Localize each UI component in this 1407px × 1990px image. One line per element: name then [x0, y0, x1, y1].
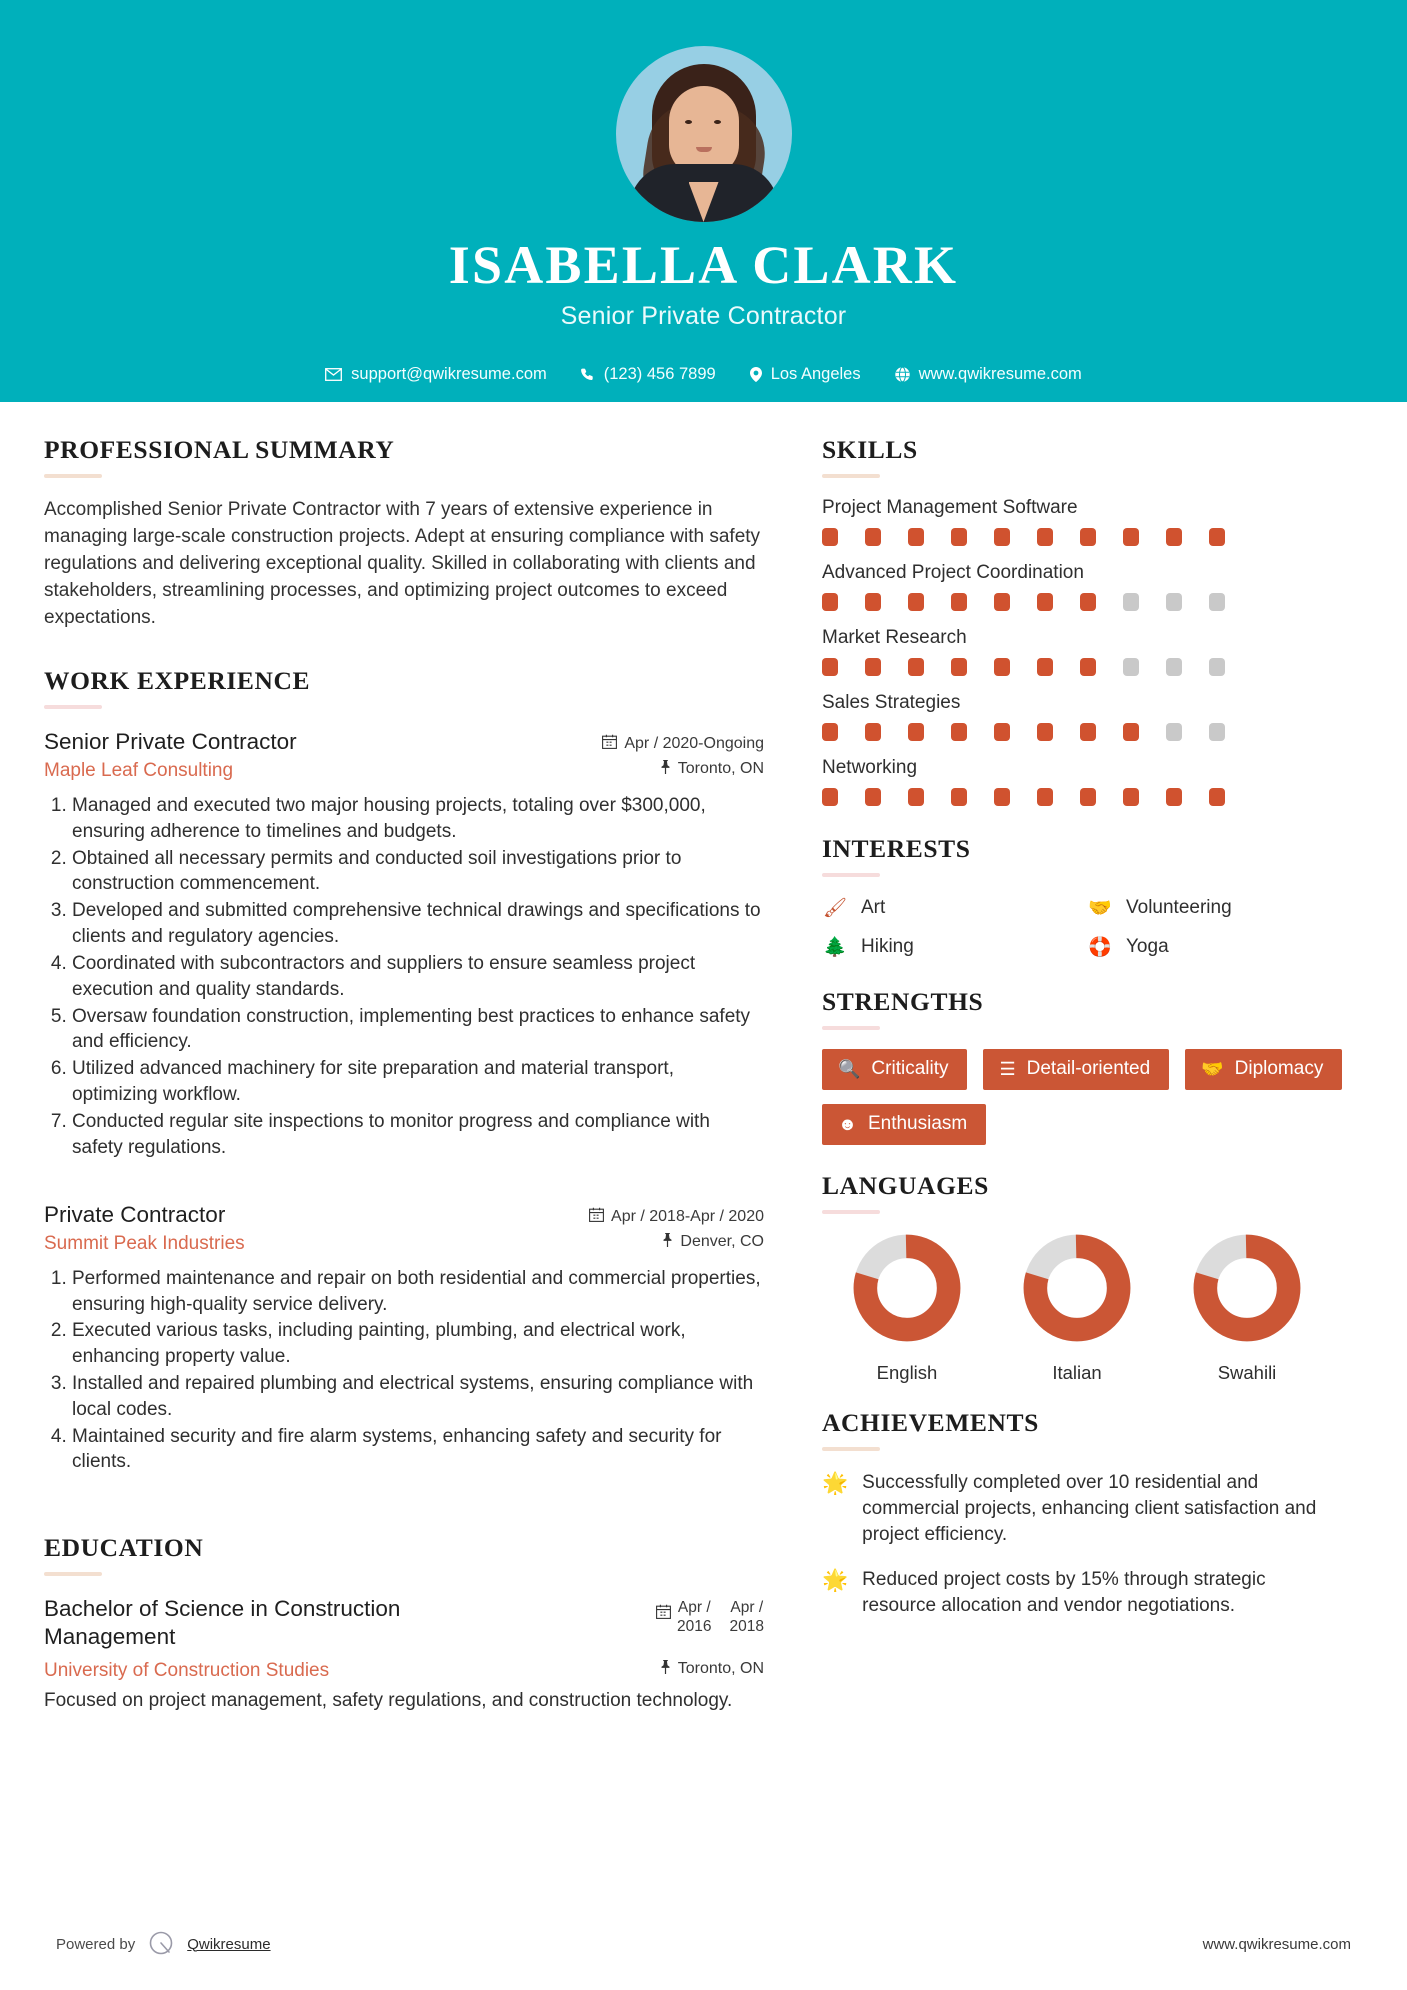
pushpin-icon	[660, 1660, 671, 1679]
skill-dot	[822, 723, 838, 741]
evergreen-tree-icon: 🌲	[823, 937, 847, 958]
qwikresume-link[interactable]: Qwikresume	[187, 1935, 271, 1953]
skill-rating	[822, 528, 1344, 546]
job-dates-text: Apr / 2018-Apr / 2020	[611, 1207, 764, 1225]
skill-dot	[865, 593, 881, 611]
skill-dot	[1166, 528, 1182, 546]
skill-name: Market Research	[822, 627, 967, 648]
language-item	[1162, 1233, 1332, 1384]
skill-item	[822, 562, 1344, 611]
language-label: English	[876, 1362, 938, 1383]
strength-chip	[1185, 1049, 1342, 1090]
achievement-item	[822, 1567, 1344, 1619]
interest-label: Volunteering	[1126, 897, 1232, 918]
magnifier-icon: 🔍	[838, 1058, 861, 1079]
skill-dot	[822, 658, 838, 676]
skill-dot	[865, 528, 881, 546]
language-donut	[1022, 1233, 1132, 1343]
handshake-icon: 🤝	[1201, 1058, 1224, 1079]
job-title: Senior Private Contractor	[44, 728, 297, 754]
spacer	[822, 822, 1344, 834]
skill-item	[822, 627, 1344, 676]
skill-rating	[822, 788, 1344, 806]
spacer	[44, 632, 764, 666]
pushpin-icon	[660, 760, 671, 779]
job-dates	[589, 1201, 764, 1227]
section-rule	[822, 1026, 880, 1030]
skill-dot	[951, 593, 967, 611]
skill-dot	[951, 528, 967, 546]
paintbrush-icon: 🖌	[822, 898, 848, 919]
education-location-text: Toronto, ON	[677, 1660, 764, 1678]
job-bullet: 2. Obtained all necessary permits and conducted soil investigations prior to construction commencement.	[72, 846, 764, 898]
powered-by	[56, 1930, 271, 1958]
section-rule	[822, 474, 880, 478]
avatar-mouth	[696, 147, 712, 152]
skill-dot	[994, 528, 1010, 546]
skill-dot	[1123, 788, 1139, 806]
candidate-name: ISABELLA CLARK	[448, 235, 959, 295]
strength-chip	[983, 1049, 1169, 1090]
skill-dot	[1123, 723, 1139, 741]
spacer	[822, 1384, 1344, 1408]
skill-item	[822, 692, 1344, 741]
skill-dot	[908, 528, 924, 546]
skill-dot	[994, 788, 1010, 806]
section-title: WORK EXPERIENCE	[44, 665, 311, 695]
job-bullet: 2. Executed various tasks, including painting, plumbing, and electrical work, enhancing property value.	[72, 1318, 764, 1370]
language-donut	[852, 1233, 962, 1343]
education-start	[677, 1599, 711, 1637]
resume-footer	[0, 1898, 1407, 1990]
section-rule	[822, 873, 880, 877]
job-bullet: 4. Maintained security and fire alarm systems, enhancing safety and security for clients.	[72, 1424, 764, 1476]
section-title: INTERESTS	[822, 834, 971, 863]
job-bullets	[44, 1266, 764, 1476]
skill-name: Project Management Software	[822, 497, 1078, 518]
skill-dot	[1080, 788, 1096, 806]
contact-location-text: Los Angeles	[770, 365, 861, 384]
education-start-year: 2016	[677, 1618, 712, 1636]
skill-dot	[1209, 593, 1225, 611]
job-bullet: 1. Managed and executed two major housing projects, totaling over $300,000, ensuring adherence to timelines and budgets.	[72, 793, 764, 845]
job-bullet: 6. Utilized advanced machinery for site preparation and material transport, optimizing workflow.	[72, 1056, 764, 1108]
powered-by-label: Powered by	[56, 1935, 136, 1953]
interest-item	[822, 935, 1079, 959]
pushpin-icon	[662, 1233, 673, 1252]
work-entry	[44, 1201, 764, 1476]
globe-icon	[895, 367, 910, 382]
skill-name: Advanced Project Coordination	[822, 562, 1084, 583]
language-item	[992, 1233, 1162, 1384]
left-column	[44, 435, 804, 1720]
section-rule	[822, 1447, 880, 1451]
section-rule	[44, 705, 102, 709]
work-entry	[44, 728, 764, 1161]
avatar	[616, 46, 792, 222]
section-strengths	[822, 987, 1344, 1145]
skill-dot	[908, 723, 924, 741]
interest-label: Yoga	[1126, 936, 1169, 957]
skill-dot	[1209, 528, 1225, 546]
skill-dot	[822, 593, 838, 611]
job-location	[660, 760, 764, 779]
calendar-icon	[589, 1207, 604, 1227]
skill-dot	[1209, 788, 1225, 806]
skill-dot	[1037, 723, 1053, 741]
section-title: STRENGTHS	[822, 987, 984, 1016]
section-skills	[822, 435, 1344, 806]
skill-dot	[1123, 528, 1139, 546]
skill-dot	[1166, 658, 1182, 676]
job-bullet: 4. Coordinated with subcontractors and suppliers to ensure seamless project execution and quality standards.	[72, 951, 764, 1003]
education-end-year: 2018	[729, 1618, 764, 1636]
qwikresume-logo-icon	[147, 1930, 175, 1958]
skill-dot	[1080, 723, 1096, 741]
contact-location[interactable]	[733, 365, 878, 384]
section-title: SKILLS	[822, 435, 918, 464]
strength-chip	[822, 1049, 967, 1090]
skill-dot	[1166, 788, 1182, 806]
skill-dot	[865, 788, 881, 806]
contact-row	[0, 365, 1407, 384]
skill-name: Sales Strategies	[822, 692, 961, 713]
skill-dot	[1166, 593, 1182, 611]
resume-body	[0, 402, 1407, 1720]
job-organization: Maple Leaf Consulting	[44, 759, 234, 781]
job-title: Private Contractor	[44, 1201, 226, 1227]
skill-item	[822, 757, 1344, 806]
job-location	[662, 1233, 764, 1252]
skill-rating	[822, 658, 1344, 676]
interest-item	[1087, 935, 1344, 959]
education-description: Focused on project management, safety regulations, and construction technology.	[44, 1689, 733, 1711]
skill-dot	[951, 658, 967, 676]
strength-label: Criticality	[871, 1058, 949, 1079]
section-rule	[44, 474, 102, 478]
languages-list	[822, 1233, 1344, 1384]
skill-dot	[822, 528, 838, 546]
achievement-text: Reduced project costs by 15% through strategic resource allocation and vendor negotiations.	[862, 1568, 1266, 1616]
skill-dot	[994, 593, 1010, 611]
section-rule	[822, 1210, 880, 1214]
language-label: Italian	[1052, 1362, 1102, 1383]
education-end	[730, 1599, 764, 1637]
envelope-icon	[325, 368, 342, 381]
skill-name: Networking	[822, 757, 918, 778]
contact-website[interactable]	[878, 365, 1099, 384]
strength-label: Enthusiasm	[867, 1113, 968, 1134]
summary-text: Accomplished Senior Private Contractor with 7 years of extensive experience in managing large-scale construction projects. Adept at ensuring compliance with safety regulations and delivering exceptional quality. Skilled in collaborating with clients and stakeholders, streamlining processes, and optimizing project outcomes to exceed expectations.	[44, 499, 761, 628]
section-interests	[822, 834, 1344, 959]
skill-dot	[908, 593, 924, 611]
skill-dot	[1037, 658, 1053, 676]
avatar-eye-right	[714, 120, 721, 124]
skill-dot	[1209, 723, 1225, 741]
skill-dot	[1037, 788, 1053, 806]
skill-item	[822, 497, 1344, 546]
job-bullet: 3. Installed and repaired plumbing and electrical systems, ensuring compliance with local codes.	[72, 1371, 764, 1423]
contact-phone[interactable]	[564, 365, 733, 384]
section-title: LANGUAGES	[822, 1171, 989, 1200]
section-professional-summary	[44, 435, 764, 632]
spacer	[44, 1167, 764, 1201]
job-bullet: 3. Developed and submitted comprehensive technical drawings and specifications to clients and regulatory agencies.	[72, 898, 764, 950]
shooting-star-icon: 🌟	[822, 1568, 849, 1592]
education-start-month: Apr /	[677, 1599, 711, 1617]
skill-dot	[908, 788, 924, 806]
skill-dot	[1080, 593, 1096, 611]
contact-email[interactable]	[308, 365, 564, 384]
section-title: PROFESSIONAL SUMMARY	[44, 435, 395, 464]
section-languages	[822, 1171, 1344, 1384]
list-icon: ☰	[999, 1058, 1016, 1079]
calendar-icon	[656, 1599, 671, 1624]
interests-grid	[822, 896, 1344, 959]
skill-dot	[822, 788, 838, 806]
section-rule	[44, 1572, 102, 1576]
language-item	[822, 1233, 992, 1384]
avatar-eye-left	[685, 120, 692, 124]
section-education	[44, 1533, 764, 1714]
skill-rating	[822, 593, 1344, 611]
job-dates-text: Apr / 2020-Ongoing	[624, 734, 764, 752]
education-entry	[44, 1595, 764, 1714]
calendar-icon	[602, 734, 617, 754]
map-pin-icon	[750, 367, 762, 382]
skill-dot	[1166, 723, 1182, 741]
education-school: University of Construction Studies	[44, 1659, 330, 1681]
education-location	[660, 1660, 764, 1679]
life-ring-icon: 🛟	[1088, 937, 1112, 958]
achievement-text: Successfully completed over 10 residential and commercial projects, enhancing client satisfaction and project efficiency.	[862, 1472, 1317, 1546]
language-label: Swahili	[1217, 1362, 1277, 1383]
skill-dot	[951, 723, 967, 741]
job-location-text: Toronto, ON	[677, 760, 764, 778]
job-location-text: Denver, CO	[680, 1233, 764, 1251]
job-organization: Summit Peak Industries	[44, 1232, 245, 1254]
interest-item	[822, 896, 1079, 920]
handshake-icon: 🤝	[1088, 898, 1112, 919]
interest-label: Hiking	[861, 936, 914, 957]
job-dates	[602, 728, 764, 754]
job-bullet: 7. Conducted regular site inspections to monitor progress and compliance with safety regulations.	[72, 1109, 764, 1161]
strength-label: Detail-oriented	[1026, 1058, 1151, 1079]
education-degree: Bachelor of Science in Construction Management	[44, 1596, 401, 1650]
skill-dot	[865, 658, 881, 676]
skill-dot	[994, 723, 1010, 741]
section-title: EDUCATION	[44, 1533, 204, 1563]
education-end-month: Apr /	[730, 1599, 764, 1617]
contact-email-text: support@qwikresume.com	[351, 365, 547, 384]
spacer	[822, 1145, 1344, 1171]
job-bullets	[44, 793, 764, 1161]
education-dates	[656, 1595, 764, 1637]
job-bullet: 1. Performed maintenance and repair on both residential and commercial properties, ensuring high-quality service delivery.	[72, 1266, 764, 1318]
footer-website: www.qwikresume.com	[1202, 1935, 1351, 1953]
avatar-face	[669, 86, 739, 176]
right-column	[804, 435, 1344, 1720]
interest-item	[1087, 896, 1344, 920]
skill-dot	[1209, 658, 1225, 676]
shooting-star-icon: 🌟	[822, 1472, 849, 1495]
skill-dot	[1037, 593, 1053, 611]
contact-website-text: www.qwikresume.com	[918, 365, 1082, 384]
skill-dot	[908, 658, 924, 676]
skill-dot	[951, 788, 967, 806]
contact-phone-text: (123) 456 7899	[603, 365, 716, 384]
candidate-role: Senior Private Contractor	[560, 302, 847, 331]
resume-header	[0, 0, 1407, 402]
skill-dot	[1080, 658, 1096, 676]
achievement-item	[822, 1470, 1344, 1549]
skill-dot	[865, 723, 881, 741]
language-donut	[1192, 1233, 1302, 1343]
strength-chip	[822, 1104, 986, 1145]
interest-label: Art	[861, 897, 886, 918]
section-achievements	[822, 1408, 1344, 1619]
spacer	[822, 959, 1344, 987]
skill-dot	[1123, 658, 1139, 676]
phone-icon	[581, 368, 595, 382]
skill-dot	[1080, 528, 1096, 546]
job-bullet: 5. Oversaw foundation construction, implementing best practices to enhance safety and efficiency.	[72, 1004, 764, 1056]
skill-rating	[822, 723, 1344, 741]
skill-dot	[1123, 593, 1139, 611]
skill-dot	[994, 658, 1010, 676]
spacer	[44, 1481, 764, 1533]
section-work-experience	[44, 666, 764, 1475]
smiley-icon: ☻	[838, 1113, 857, 1134]
section-title: ACHIEVEMENTS	[822, 1408, 1039, 1437]
skill-dot	[1037, 528, 1053, 546]
strength-label: Diplomacy	[1234, 1058, 1324, 1079]
strengths-list	[822, 1049, 1344, 1145]
